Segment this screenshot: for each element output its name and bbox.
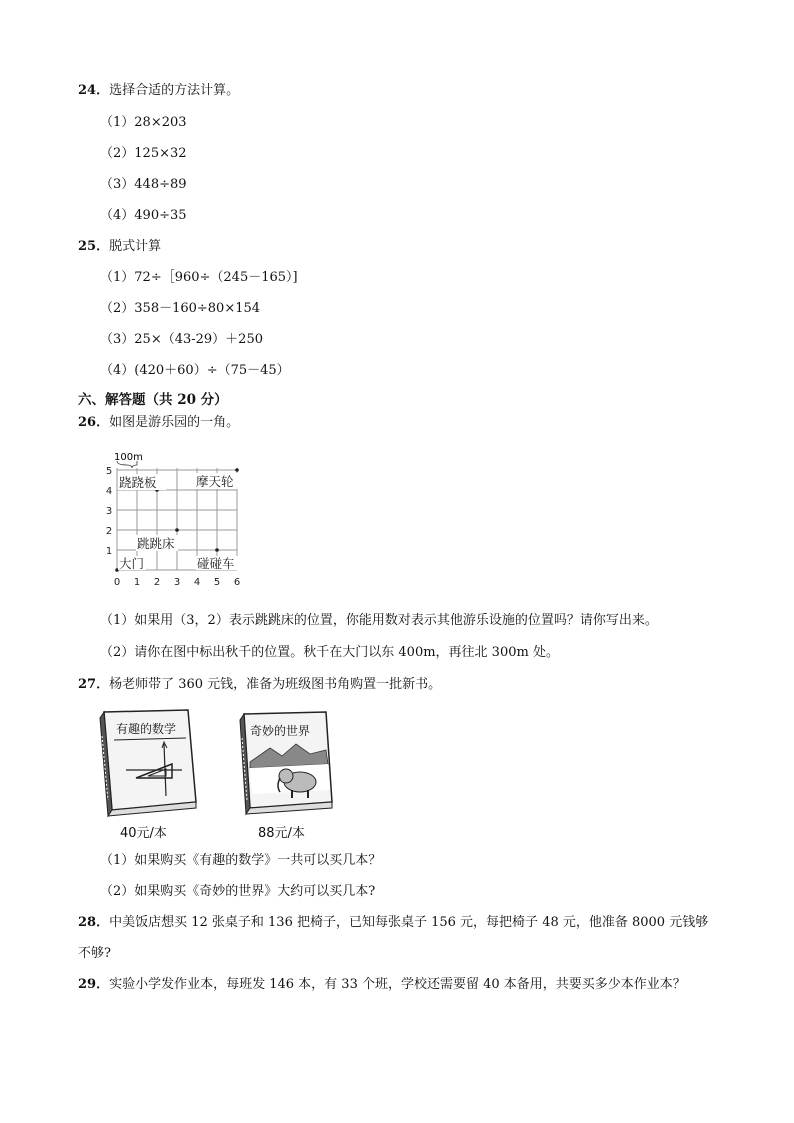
q25-title: 脱式计算 bbox=[109, 239, 162, 254]
y-tick-2: 2 bbox=[105, 526, 113, 537]
q27-item-2: （2）如果购买《奇妙的世界》大约可以买几本? bbox=[100, 884, 376, 899]
q27-item-1: （1）如果购买《有趣的数学》一共可以买几本？ bbox=[100, 853, 382, 868]
q29-number: 29． bbox=[78, 977, 110, 992]
q24-item-1: （1）28×203 bbox=[100, 115, 187, 130]
q25-item-2: （2）358－160÷80×154 bbox=[100, 301, 261, 316]
q28-line-2: 不够? bbox=[78, 946, 111, 961]
book-fun-math-cover-title: 有趣的数学 bbox=[116, 722, 177, 736]
q25-item-1: （1）72÷［960÷（245－165）] bbox=[100, 270, 298, 285]
q24-item-4: （4）490÷35 bbox=[100, 208, 187, 223]
book-fun-math bbox=[96, 706, 200, 818]
x-tick-1: 1 bbox=[133, 577, 141, 588]
q25-item-4: （4）(420＋60）÷（75－45） bbox=[100, 363, 290, 378]
trampoline-point bbox=[175, 528, 179, 532]
q24-heading bbox=[78, 82, 239, 100]
x-tick-4: 4 bbox=[193, 577, 201, 588]
book-fun-math-illustration bbox=[96, 706, 200, 818]
x-tick-6: 6 bbox=[233, 577, 241, 588]
q27-number: 27． bbox=[78, 677, 110, 692]
q26-heading bbox=[78, 414, 239, 432]
y-tick-5: 5 bbox=[105, 466, 113, 477]
q26-item-1: （1）如果用（3，2）表示跳跳床的位置，你能用数对表示其他游乐设施的位置吗？请你写出来。 bbox=[100, 613, 658, 628]
q26-title: 如图是游乐园的一角。 bbox=[109, 415, 240, 430]
q27-title: 杨老师带了 360 元钱，准备为班级图书角购置一批新书。 bbox=[109, 677, 442, 692]
ferris-wheel-point bbox=[235, 468, 239, 472]
q24-item-2: （2）125×32 bbox=[100, 146, 187, 161]
q24-item-3: （3）448÷89 bbox=[100, 177, 187, 192]
map-scale-label: 100m bbox=[114, 452, 143, 463]
y-tick-1: 1 bbox=[105, 546, 113, 557]
q25-item-3: （3）25×（43-29）＋250 bbox=[100, 332, 263, 347]
book-wonderful-world-illustration bbox=[234, 708, 338, 818]
amusement-park-map bbox=[100, 448, 250, 596]
q29-heading bbox=[78, 976, 686, 994]
gate-label: 大门 bbox=[119, 556, 145, 571]
q29-title: 实验小学发作业本，每班发 146 本，有 33 个班，学校还需要留 40 本备用，共要买多少本作业本？ bbox=[109, 977, 686, 992]
q28-number: 28． bbox=[78, 915, 110, 930]
y-tick-4: 4 bbox=[105, 486, 113, 497]
q26-number: 26． bbox=[78, 415, 110, 430]
section-six-title: 六、解答题（共 20 分） bbox=[78, 392, 228, 408]
y-tick-3: 3 bbox=[105, 506, 113, 517]
map-grid bbox=[100, 448, 250, 596]
x-tick-3: 3 bbox=[173, 577, 181, 588]
ferris-wheel-label: 摩天轮 bbox=[196, 474, 234, 489]
x-tick-5: 5 bbox=[213, 577, 221, 588]
q24-number: 24． bbox=[78, 83, 110, 98]
trampoline-label: 跳跳床 bbox=[137, 536, 175, 551]
book-wonderful-world-price: 88元/本 bbox=[258, 826, 305, 841]
x-tick-2: 2 bbox=[153, 577, 161, 588]
book-fun-math-price: 40元/本 bbox=[120, 826, 167, 841]
seesaw-label: 跷跷板 bbox=[119, 475, 157, 490]
book-wonderful-world bbox=[234, 708, 338, 818]
bumper-cars-label: 碰碰车 bbox=[197, 556, 235, 571]
q28-text-1: 中美饭店想买 12 张桌子和 136 把椅子，已知每张桌子 156 元，每把椅子 48 元，他准备 8000 元钱够 bbox=[109, 915, 709, 930]
q28-line-1 bbox=[78, 914, 708, 932]
bumper-cars-point bbox=[215, 548, 219, 552]
q25-heading bbox=[78, 238, 161, 256]
q27-heading bbox=[78, 676, 441, 694]
q24-title: 选择合适的方法计算。 bbox=[109, 83, 240, 98]
q26-item-2: （2）请你在图中标出秋千的位置。秋千在大门以东 400m，再往北 300m 处。 bbox=[100, 645, 559, 660]
x-tick-0: 0 bbox=[113, 577, 121, 588]
q25-number: 25． bbox=[78, 239, 110, 254]
book-wonderful-world-cover-title: 奇妙的世界 bbox=[250, 724, 311, 738]
